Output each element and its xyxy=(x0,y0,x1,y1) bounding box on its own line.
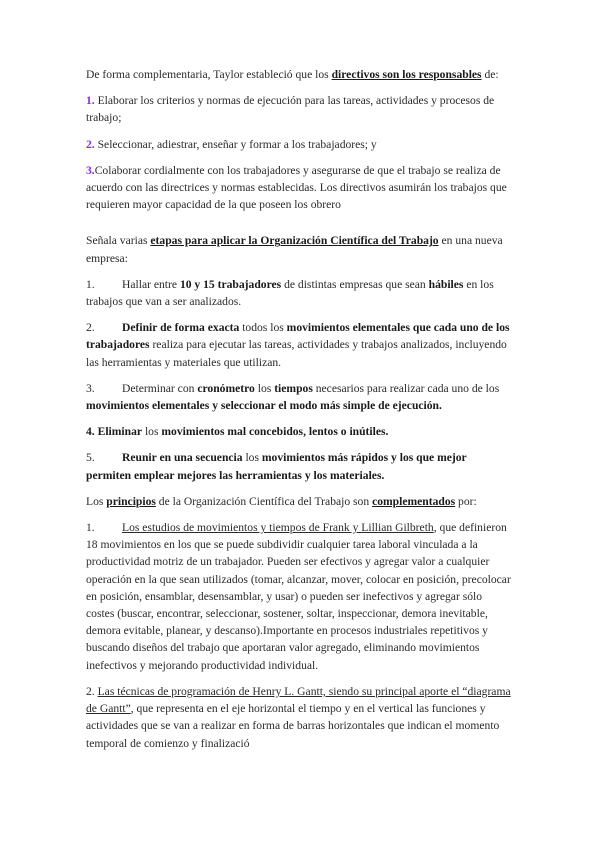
item-number: 1. xyxy=(86,521,95,535)
bold-run: Reunir en una secuencia xyxy=(122,451,243,465)
etapas-intro-paragraph xyxy=(86,232,512,266)
etapas-emphasis: etapas para aplicar la Organización Científica del Trabajo xyxy=(150,234,439,248)
item-text: Colaborar cordialmente con los trabajadores y asegurarse de que el trabajo se realiza de acuerdo con las directrices y normas establecidas. Los directivos asumirán los trabajos que requieren mayor capacidad de la que poseen los obrero xyxy=(86,163,507,212)
complement-item-2 xyxy=(86,683,512,752)
intro-text-end: de: xyxy=(481,68,499,81)
text-run: en los trabajos que van a ser analizados. xyxy=(86,277,494,309)
etapa-item-1 xyxy=(86,276,512,310)
bold-run: 10 y 15 trabajadores xyxy=(179,277,282,291)
text-run: , que definieron 18 movimientos en los que se puede subdividir cualquier tarea laboral vinculada a la productividad motriz de un trabajador. Pueden ser efectivos y agregar valor a cualquier operación en la que sean utilizados (tomar, alcanzar, mover, colocar en posición, precolocar en posición, ensamblar, desensamblar, y usar) o pueden ser inefectivos y agregar sólo costes (buscar, encontrar, seleccionar, sostener, soltar, inspeccionar, demora inevitable, demora evitable, planear, y descanso).Importante en procesos industriales repetitivos y buscando diseños del trabajo que aportaran valor agregado, eliminando movimientos inefectivos y mejorando productividad individual. xyxy=(86,521,511,672)
bold-run: movimientos elementales y seleccionar el modo más simple de ejecución. xyxy=(86,399,442,413)
intro-emphasis: directivos son los responsables xyxy=(331,68,482,81)
bold-run: Definir de forma exacta xyxy=(122,321,240,335)
item-number: 5. xyxy=(86,451,95,465)
text-run: los xyxy=(254,381,275,395)
responsibility-item-2 xyxy=(86,136,512,153)
etapas-intro-end: en una nueva empresa: xyxy=(86,234,503,265)
bold-run: movimientos más rápidos y los que mejor permiten emplear mejores las herramientas y los materiales. xyxy=(86,451,467,482)
document-page xyxy=(86,66,512,761)
item-number: 3. xyxy=(86,381,95,395)
etapa-item-5 xyxy=(86,449,512,483)
item-text: Elaborar los criterios y normas de ejecución para las tareas, actividades y procesos de trabajo; xyxy=(86,94,495,125)
text-run: los xyxy=(242,451,262,465)
item-number: 1. xyxy=(86,277,95,291)
underlined-run: Los estudios de movimientos y tiempos de Frank y Lillian Gilbreth xyxy=(122,521,434,535)
responsibility-item-3 xyxy=(86,162,512,214)
principios-paragraph xyxy=(86,493,512,510)
bold-run: hábiles xyxy=(428,277,464,291)
intro-paragraph xyxy=(86,66,512,83)
emphasis-run: complementados xyxy=(372,494,456,508)
bold-run: tiempos xyxy=(274,381,313,395)
item-number: 2. xyxy=(86,321,95,335)
etapas-intro-text: Señala varias xyxy=(86,234,151,248)
text-run: realiza para ejecutar las tareas, actividades y trabajos analizados, incluyendo las herramientas y materiales que utilizan. xyxy=(86,338,507,369)
intro-text: De forma complementaria, Taylor estableció que los xyxy=(86,68,332,81)
item-text: Seleccionar, adiestrar, enseñar y formar a los trabajadores; y xyxy=(94,137,377,151)
etapa-item-2 xyxy=(86,319,512,371)
text-run: por: xyxy=(455,494,477,508)
bold-run: movimientos elementales que cada uno de los trabajadores xyxy=(86,321,510,352)
emphasis-run: principios xyxy=(106,494,156,508)
text-run: Determinar con xyxy=(122,381,198,395)
text-run: de distintas empresas que sean xyxy=(281,277,429,291)
text-run: todos los xyxy=(239,321,287,335)
text-run: necesarios para realizar cada uno de los xyxy=(312,381,500,395)
text-run: de la Organización Científica del Trabajo son xyxy=(155,494,373,508)
complement-item-1 xyxy=(86,519,512,674)
bold-run: 4. Eliminar xyxy=(86,425,143,439)
text-run: Hallar entre xyxy=(122,277,180,291)
bold-run: movimientos mal concebidos, lentos o inútiles. xyxy=(161,425,389,439)
item-number: 3. xyxy=(86,163,95,177)
item-number: 1. xyxy=(86,94,95,108)
text-run: , que representa en el eje horizontal el tiempo y en el vertical las funciones y actividades que se van a realizar en forma de barras horizontales que indican el momento temporal de comienzo y finalizació xyxy=(86,702,500,750)
item-number: 2. xyxy=(86,684,98,698)
item-number: 2. xyxy=(86,137,95,151)
bold-run: cronómetro xyxy=(197,381,255,395)
text-run: los xyxy=(142,425,162,439)
etapa-item-3 xyxy=(86,380,512,414)
etapa-item-4 xyxy=(86,423,512,440)
underlined-run: Las técnicas de programación de Henry L. Gantt, siendo su principal aporte el “diagrama de Gantt” xyxy=(86,684,511,716)
text-run: Los xyxy=(86,494,107,508)
responsibility-item-1 xyxy=(86,92,512,126)
